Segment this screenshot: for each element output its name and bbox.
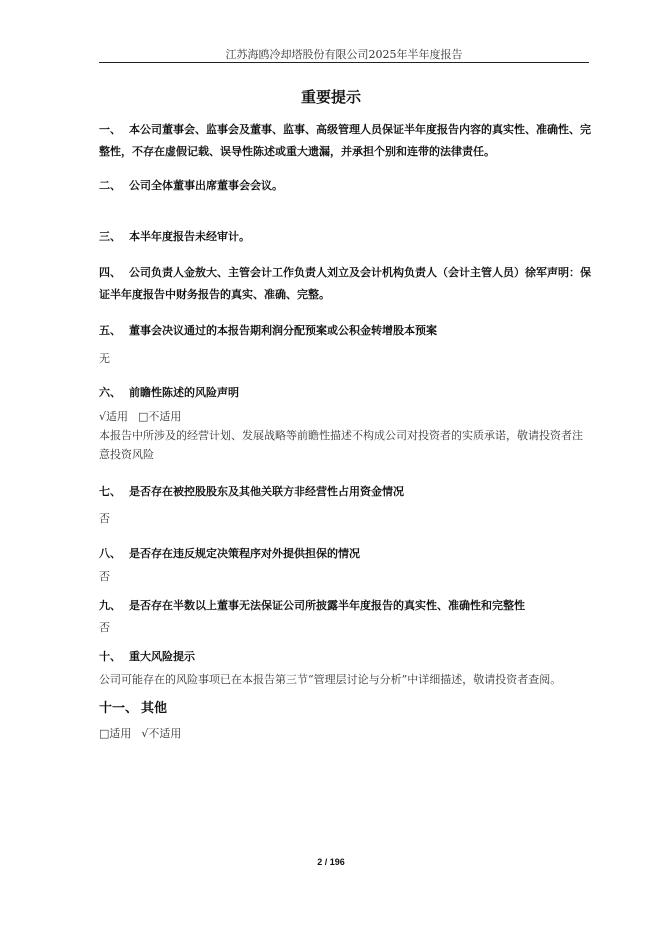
section-number: 十一、 (99, 701, 139, 716)
section-2 (99, 175, 591, 197)
page-title: 重要提示 (300, 88, 361, 106)
section-text: 重大风险提示 (129, 650, 195, 663)
section-text: 董事会决议通过的本报告期利润分配预案或公积金转增股本预案 (129, 324, 437, 337)
section-number: 九、 (99, 599, 121, 612)
section-number: 三、 (99, 230, 121, 243)
section-5-body: 无 (99, 352, 110, 365)
option-applicable: □适用 (99, 727, 132, 740)
section-6 (99, 382, 591, 404)
section-text: 本半年度报告未经审计。 (129, 230, 250, 243)
section-8 (99, 543, 591, 565)
section-number: 二、 (99, 179, 121, 192)
section-8-body: 否 (99, 570, 110, 583)
section-number: 四、 (99, 266, 121, 279)
section-1 (99, 119, 591, 163)
section-11 (99, 698, 591, 720)
section-text: 前瞻性陈述的风险声明 (129, 386, 239, 399)
section-6-body: 本报告中所涉及的经营计划、发展战略等前瞻性描述不构成公司对投资者的实质承诺，敬请投资者注意投资风险 (99, 429, 583, 461)
section-text: 公司全体董事出席董事会会议。 (129, 179, 283, 192)
section-3 (99, 226, 591, 248)
section-number: 七、 (99, 485, 121, 498)
section-11-options (99, 724, 593, 743)
header-rule (99, 62, 589, 63)
section-6-options (99, 407, 593, 426)
section-text: 是否存在违反规定决策程序对外提供担保的情况 (129, 547, 360, 560)
section-7-body: 否 (99, 512, 110, 525)
option-not-applicable: □不适用 (138, 410, 182, 423)
section-number: 八、 (99, 547, 121, 560)
section-text: 是否存在半数以上董事无法保证公司所披露半年度报告的真实性、准确性和完整性 (129, 599, 525, 612)
section-4 (99, 262, 591, 306)
section-7 (99, 481, 591, 503)
section-number: 十、 (99, 650, 121, 663)
section-9-body: 否 (99, 621, 110, 634)
section-number: 六、 (99, 386, 121, 399)
section-10 (99, 646, 591, 668)
page-number: 2 / 196 (317, 857, 345, 867)
section-5 (99, 320, 591, 342)
section-10-body: 公司可能存在的风险事项已在本报告第三节“管理层讨论与分析”中详细描述，敬请投资者查阅。 (99, 673, 562, 686)
section-9 (99, 595, 591, 617)
section-text: 公司负责人金敖大、主管会计工作负责人刘立及会计机构负责人（会计主管人员）徐军声明：保证半年度报告中财务报告的真实、准确、完整。 (99, 266, 591, 301)
section-text: 是否存在被控股股东及其他关联方非经营性占用资金情况 (129, 485, 404, 498)
section-text: 本公司董事会、监事会及董事、监事、高级管理人员保证半年度报告内容的真实性、准确性、完整性，不存在虚假记载、误导性陈述或重大遗漏，并承担个别和连带的法律责任。 (99, 123, 591, 158)
running-header: 江苏海鸥冷却塔股份有限公司2025年半年度报告 (225, 48, 463, 61)
section-text: 其他 (141, 701, 168, 716)
option-applicable: √适用 (99, 410, 129, 423)
section-number: 五、 (99, 324, 121, 337)
section-number: 一、 (99, 123, 121, 136)
option-not-applicable: √不适用 (141, 727, 182, 740)
